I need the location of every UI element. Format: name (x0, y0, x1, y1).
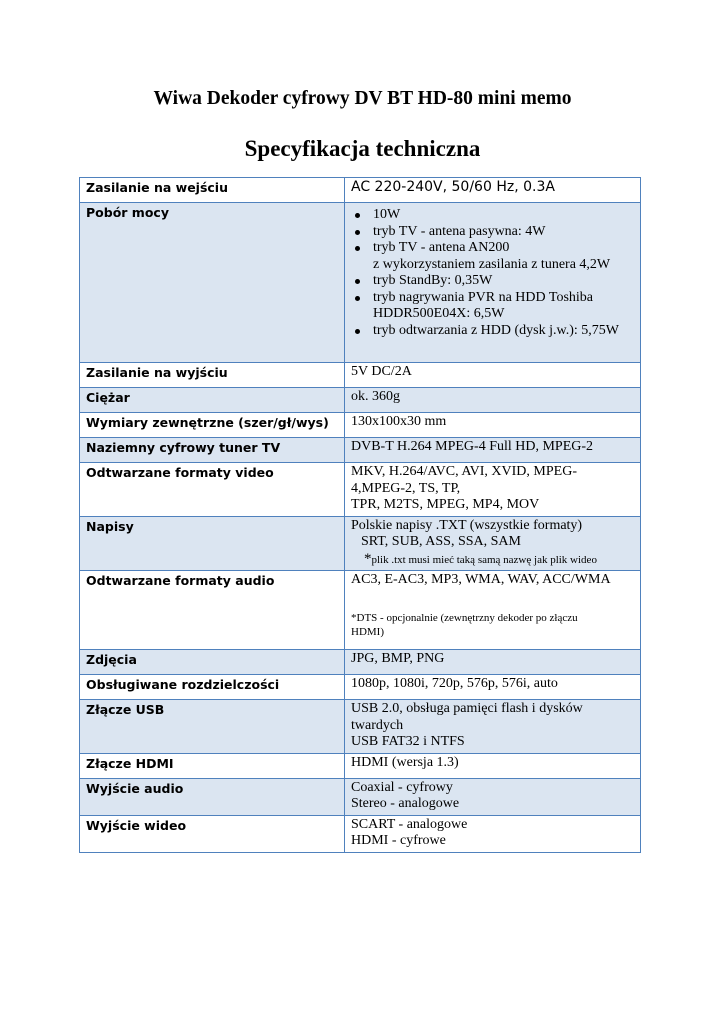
value-line: Polskie napisy .TXT (wszystkie formaty) (351, 517, 583, 533)
list-item-line: z wykorzystaniem zasilania z tunera 4,2W (373, 256, 611, 272)
value-line: USB 2.0, obsługa pamięci flash i dysków (351, 701, 583, 716)
table-row (80, 778, 641, 815)
document-title: Wiwa Dekoder cyfrowy DV BT HD-80 mini memo (153, 88, 572, 109)
subtitle-note (351, 551, 634, 569)
audio-note-line: HDMI) (351, 625, 384, 638)
spec-value (345, 700, 641, 754)
spec-value (345, 516, 641, 571)
spec-value: 1080p, 1080i, 720p, 576p, 576i, auto (345, 675, 641, 700)
spec-label: Złącze USB (80, 700, 345, 754)
table-row (80, 463, 641, 517)
spec-label: Napisy (80, 516, 345, 571)
power-list (351, 207, 634, 339)
value-line: Stereo - analogowe (351, 796, 460, 811)
spec-label: Złącze HDMI (80, 753, 345, 778)
spec-label: Naziemny cyfrowy tuner TV (80, 438, 345, 463)
table-row (80, 700, 641, 754)
spec-value (345, 463, 641, 517)
table-row (80, 571, 641, 650)
spec-label: Obsługiwane rozdzielczości (80, 675, 345, 700)
spec-label: Odtwarzane formaty video (80, 463, 345, 517)
list-item-line: tryb TV - antena AN200 (373, 240, 510, 255)
table-row (80, 203, 641, 363)
table-row (80, 178, 641, 203)
value-line: TPR, M2TS, MPEG, MP4, MOV (351, 497, 540, 512)
table-row (80, 753, 641, 778)
value-line: twardych (351, 717, 404, 733)
table-row (80, 438, 641, 463)
spec-label: Pobór mocy (80, 203, 345, 363)
list-item (373, 290, 634, 323)
spec-value (345, 778, 641, 815)
list-item (373, 240, 634, 273)
table-row (80, 815, 641, 852)
spec-value: JPG, BMP, PNG (345, 650, 641, 675)
spec-label: Odtwarzane formaty audio (80, 571, 345, 650)
spec-table (79, 177, 641, 853)
note-text: plik .txt musi mieć taką samą nazwę jak plik wideo (371, 553, 597, 566)
value-line: SRT, SUB, ASS, SSA, SAM (361, 534, 521, 549)
list-item: 10W (373, 207, 634, 224)
spec-label: Zdjęcia (80, 650, 345, 675)
note-asterisk: * (364, 550, 372, 567)
value-line: USB FAT32 i NTFS (351, 734, 465, 749)
value-line: SCART - analogowe (351, 816, 468, 832)
spacer (351, 589, 634, 605)
spec-label: Zasilanie na wejściu (80, 178, 345, 203)
table-row (80, 413, 641, 438)
spec-value: DVB-T H.264 MPEG-4 Full HD, MPEG-2 (345, 438, 641, 463)
document-subtitle: Specyfikacja techniczna (244, 136, 481, 161)
table-row (80, 675, 641, 700)
table-row (80, 388, 641, 413)
spec-value: HDMI (wersja 1.3) (345, 753, 641, 778)
value-line: AC3, E-AC3, MP3, WMA, WAV, ACC/WMA (351, 572, 611, 587)
table-row (80, 650, 641, 675)
spec-value: 5V DC/2A (345, 363, 641, 388)
spec-label: Wyjście audio (80, 778, 345, 815)
list-item: tryb TV - antena pasywna: 4W (373, 224, 634, 241)
value-line: 4,MPEG-2, TS, TP, (351, 480, 461, 496)
spec-label: Wymiary zewnętrzne (szer/gł/wys) (80, 413, 345, 438)
audio-note-line: *DTS - opcjonalnie (zewnętrzny dekoder po złączu (351, 611, 578, 624)
spec-value (345, 203, 641, 363)
spec-value (345, 571, 641, 650)
value-line: HDMI - cyfrowe (351, 833, 446, 848)
list-item: tryb StandBy: 0,35W (373, 273, 634, 290)
list-item-line: HDDR500E04X: 6,5W (373, 306, 505, 321)
spec-value: ok. 360g (345, 388, 641, 413)
table-row (80, 363, 641, 388)
spec-value: AC 220-240V, 50/60 Hz, 0.3A (345, 178, 641, 203)
spec-label: Ciężar (80, 388, 345, 413)
spec-label: Wyjście wideo (80, 815, 345, 852)
list-item-line: tryb nagrywania PVR na HDD Toshiba (373, 289, 594, 305)
value-line: Coaxial - cyfrowy (351, 779, 453, 795)
spec-label: Zasilanie na wyjściu (80, 363, 345, 388)
value-line: MKV, H.264/AVC, AVI, XVID, MPEG- (351, 464, 577, 479)
table-row (80, 516, 641, 571)
list-item: tryb odtwarzania z HDD (dysk j.w.): 5,75W (373, 323, 634, 340)
spec-value: 130x100x30 mm (345, 413, 641, 438)
spec-value (345, 815, 641, 852)
